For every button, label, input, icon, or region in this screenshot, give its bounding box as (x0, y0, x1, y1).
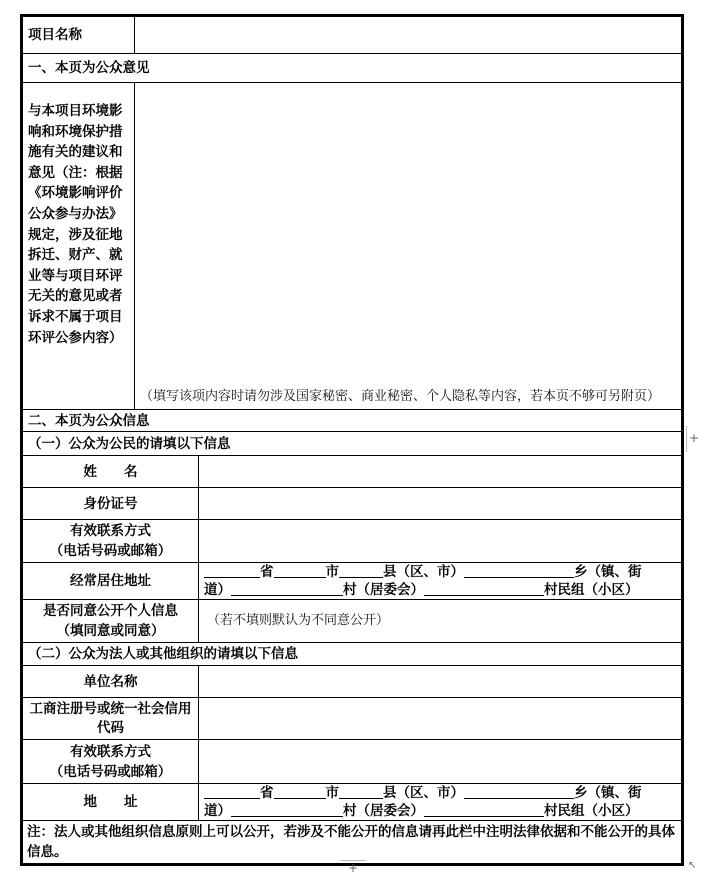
citizen-consent-label (23, 600, 199, 643)
add-row-handle[interactable]: + (340, 860, 366, 874)
org-reg-row (23, 698, 682, 740)
org-header-row (23, 643, 682, 666)
org-addr-xiang: 乡（镇、街 (574, 785, 642, 801)
citizen-consent-field[interactable] (199, 600, 682, 643)
citizen-header-row (23, 432, 682, 456)
citizen-address-field[interactable] (199, 563, 682, 600)
citizen-title: （一）公众为公民的请填以下信息 (23, 432, 682, 456)
resize-corner-icon[interactable]: ↖ (688, 860, 697, 871)
org-contact-label-line1: 有效联系方式 (70, 743, 151, 760)
public-opinion-form (20, 14, 684, 866)
opinion-label: 与本项目环境影响和环境保护措施有关的建议和意见（注：根据《环境影响评价公众参与办法》规定，涉及征地拆迁、财产、就业等与项目环评无关的意见或者诉求不属于项目环评公参内容） (23, 83, 135, 410)
addr-cun: 村（居委会） (343, 582, 424, 598)
org-addr-cun: 村（居委会） (343, 803, 424, 819)
citizen-name-field[interactable] (199, 456, 682, 488)
opinion-hint: （填写该项内容时请勿涉及国家秘密、商业秘密、个人隐私等内容，若本页不够可另附页） (140, 389, 661, 404)
section1-header-row (23, 54, 682, 83)
org-address-label: 地 址 (23, 784, 199, 821)
org-contact-label (23, 740, 199, 784)
addr-zu: 村民组（小区） (544, 582, 639, 598)
citizen-contact-row (23, 520, 682, 563)
citizen-name-label: 姓 名 (23, 456, 199, 488)
citizen-name-row (23, 456, 682, 488)
citizen-consent-label-line1: 是否同意公开个人信息 (43, 603, 178, 619)
org-addr-sheng: 省 (260, 785, 274, 801)
project-name-label: 项目名称 (23, 17, 135, 54)
org-reg-field[interactable] (199, 698, 682, 740)
citizen-contact-field[interactable] (199, 520, 682, 563)
org-address-field[interactable] (199, 784, 682, 821)
project-name-field[interactable] (135, 17, 682, 54)
section2-header-row (23, 410, 682, 432)
org-contact-field[interactable] (199, 740, 682, 784)
org-unit-row (23, 666, 682, 698)
org-addr-zu: 村民组（小区） (544, 803, 639, 819)
note-row (23, 821, 682, 864)
org-unit-label: 单位名称 (23, 666, 199, 698)
addr-sheng: 省 (260, 564, 274, 580)
citizen-address-label: 经常居住地址 (23, 563, 199, 600)
citizen-consent-row (23, 600, 682, 643)
addr-xiang: 乡（镇、街 (574, 564, 642, 580)
org-contact-label-line2: （电话号码或邮箱） (49, 763, 172, 780)
opinion-row (23, 83, 682, 410)
citizen-id-label: 身份证号 (23, 488, 199, 520)
addr-shi: 市 (325, 564, 339, 580)
addr-dao: 道） (204, 582, 231, 598)
org-title: （二）公众为法人或其他组织的请填以下信息 (23, 643, 682, 666)
citizen-consent-hint: （若不填则默认为不同意公开） (207, 613, 390, 628)
citizen-consent-label-line2: （填同意或同意） (56, 623, 165, 639)
form-table (22, 16, 682, 864)
org-addr-xian: 县（区、市） (383, 785, 464, 801)
citizen-id-field[interactable] (199, 488, 682, 520)
section2-title: 二、本页为公众信息 (23, 410, 682, 432)
project-row (23, 17, 682, 54)
citizen-contact-label-line1: 有效联系方式 (70, 523, 151, 539)
org-addr-shi: 市 (325, 785, 339, 801)
citizen-contact-label (23, 520, 199, 563)
section1-title: 一、本页为公众意见 (23, 54, 682, 83)
org-contact-row (23, 740, 682, 784)
citizen-id-row (23, 488, 682, 520)
citizen-contact-label-line2: （电话号码或邮箱） (49, 543, 172, 559)
org-address-row (23, 784, 682, 821)
addr-xian: 县（区、市） (383, 564, 464, 580)
citizen-address-row (23, 563, 682, 600)
org-reg-label: 工商注册号或统一社会信用代码 (23, 698, 199, 740)
org-addr-dao: 道） (204, 803, 231, 819)
opinion-field[interactable] (135, 83, 682, 410)
add-column-handle[interactable]: + (686, 426, 701, 452)
footer-note: 注：法人或其他组织信息原则上可以公开，若涉及不能公开的信息请再此栏中注明法律依据和不能公开的具体信息。 (23, 821, 682, 864)
org-unit-field[interactable] (199, 666, 682, 698)
